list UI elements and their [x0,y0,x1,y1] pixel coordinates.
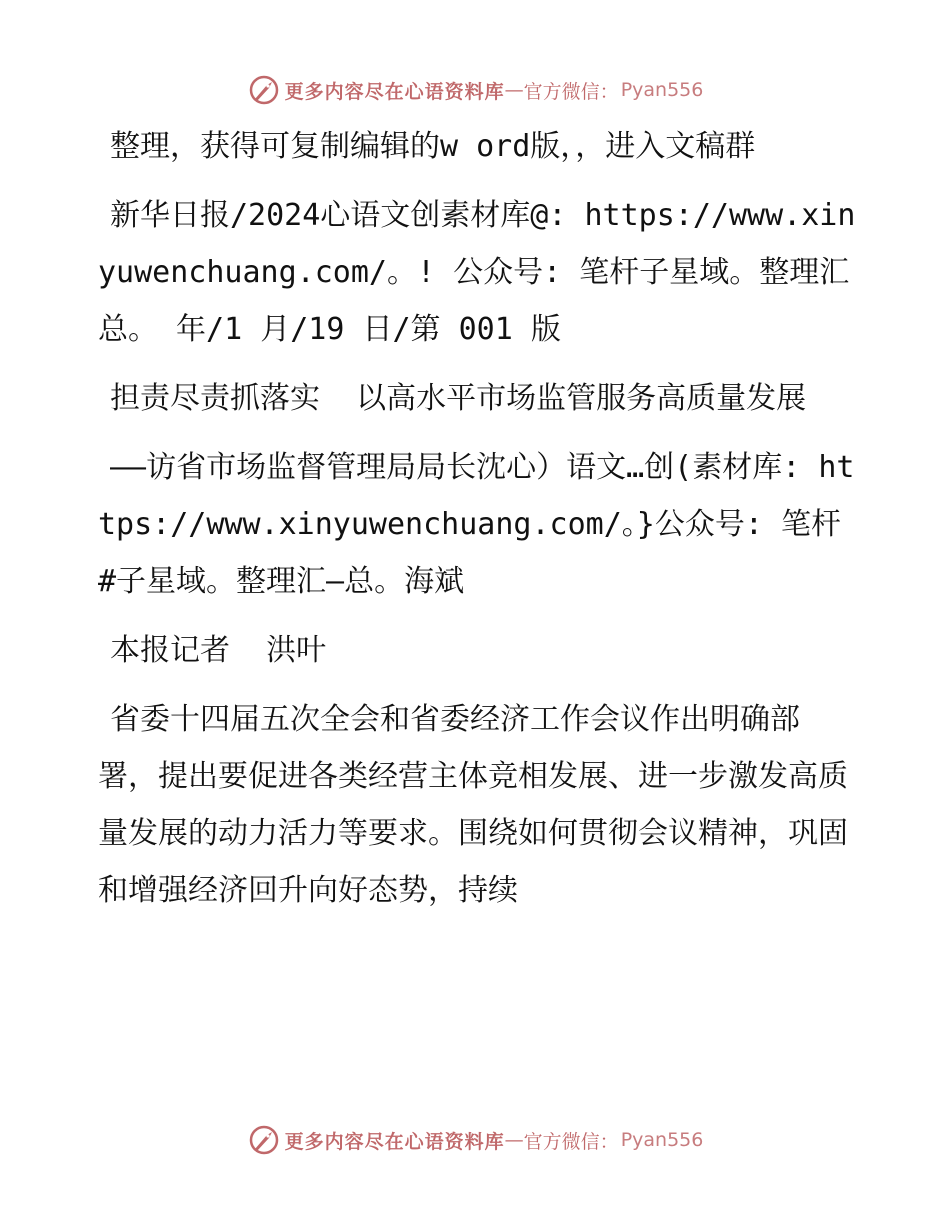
article-body-paragraph: 省委十四届五次全会和省委经济工作会议作出明确部署，提出要促进各类经营主体竞相发展、进一步激发高质量发展的动力活力等要求。围绕如何贯彻会议精神，巩固和增强经济回升向好态势，持续 [98,702,848,908]
watermark-wechat-id: Pyan556 [620,1129,704,1151]
watermark-separator: — [504,79,524,101]
document-body [98,118,858,931]
pen-nib-logo-icon [247,1123,281,1157]
article-subheadline: ——访省市场监督管理局局长沈心）语文…创(素材库: https://www.xinyuwenchuang.com/。}公众号: 笔杆#子星域。整理汇—总。海斌 [98,450,855,599]
watermark-label: 官方微信： [523,80,619,103]
article-byline: 本报记者 洪叶 [110,633,327,668]
pen-nib-logo-icon [247,73,281,107]
paragraph-source-line: 新华日报/2024心语文创素材库@: https://www.xinyuwenchuang.com/。! 公众号: 笔杆子星域。整理汇总。 年/1 月/19 日/第 001 版 [98,198,856,347]
header-watermark [0,70,950,110]
watermark-separator: — [504,1129,524,1151]
watermark-label: 官方微信： [523,1130,619,1153]
watermark-brand: 更多内容尽在心语资料库 [284,80,505,103]
footer-watermark [0,1120,950,1160]
paragraph-intro-note: 整理，获得可复制编辑的w ord版，，进入文稿群 [110,129,756,164]
article-headline: 担责尽责抓落实 以高水平市场监管服务高质量发展 [110,381,807,416]
watermark-wechat-id: Pyan556 [620,79,704,101]
watermark-brand: 更多内容尽在心语资料库 [284,1130,505,1153]
